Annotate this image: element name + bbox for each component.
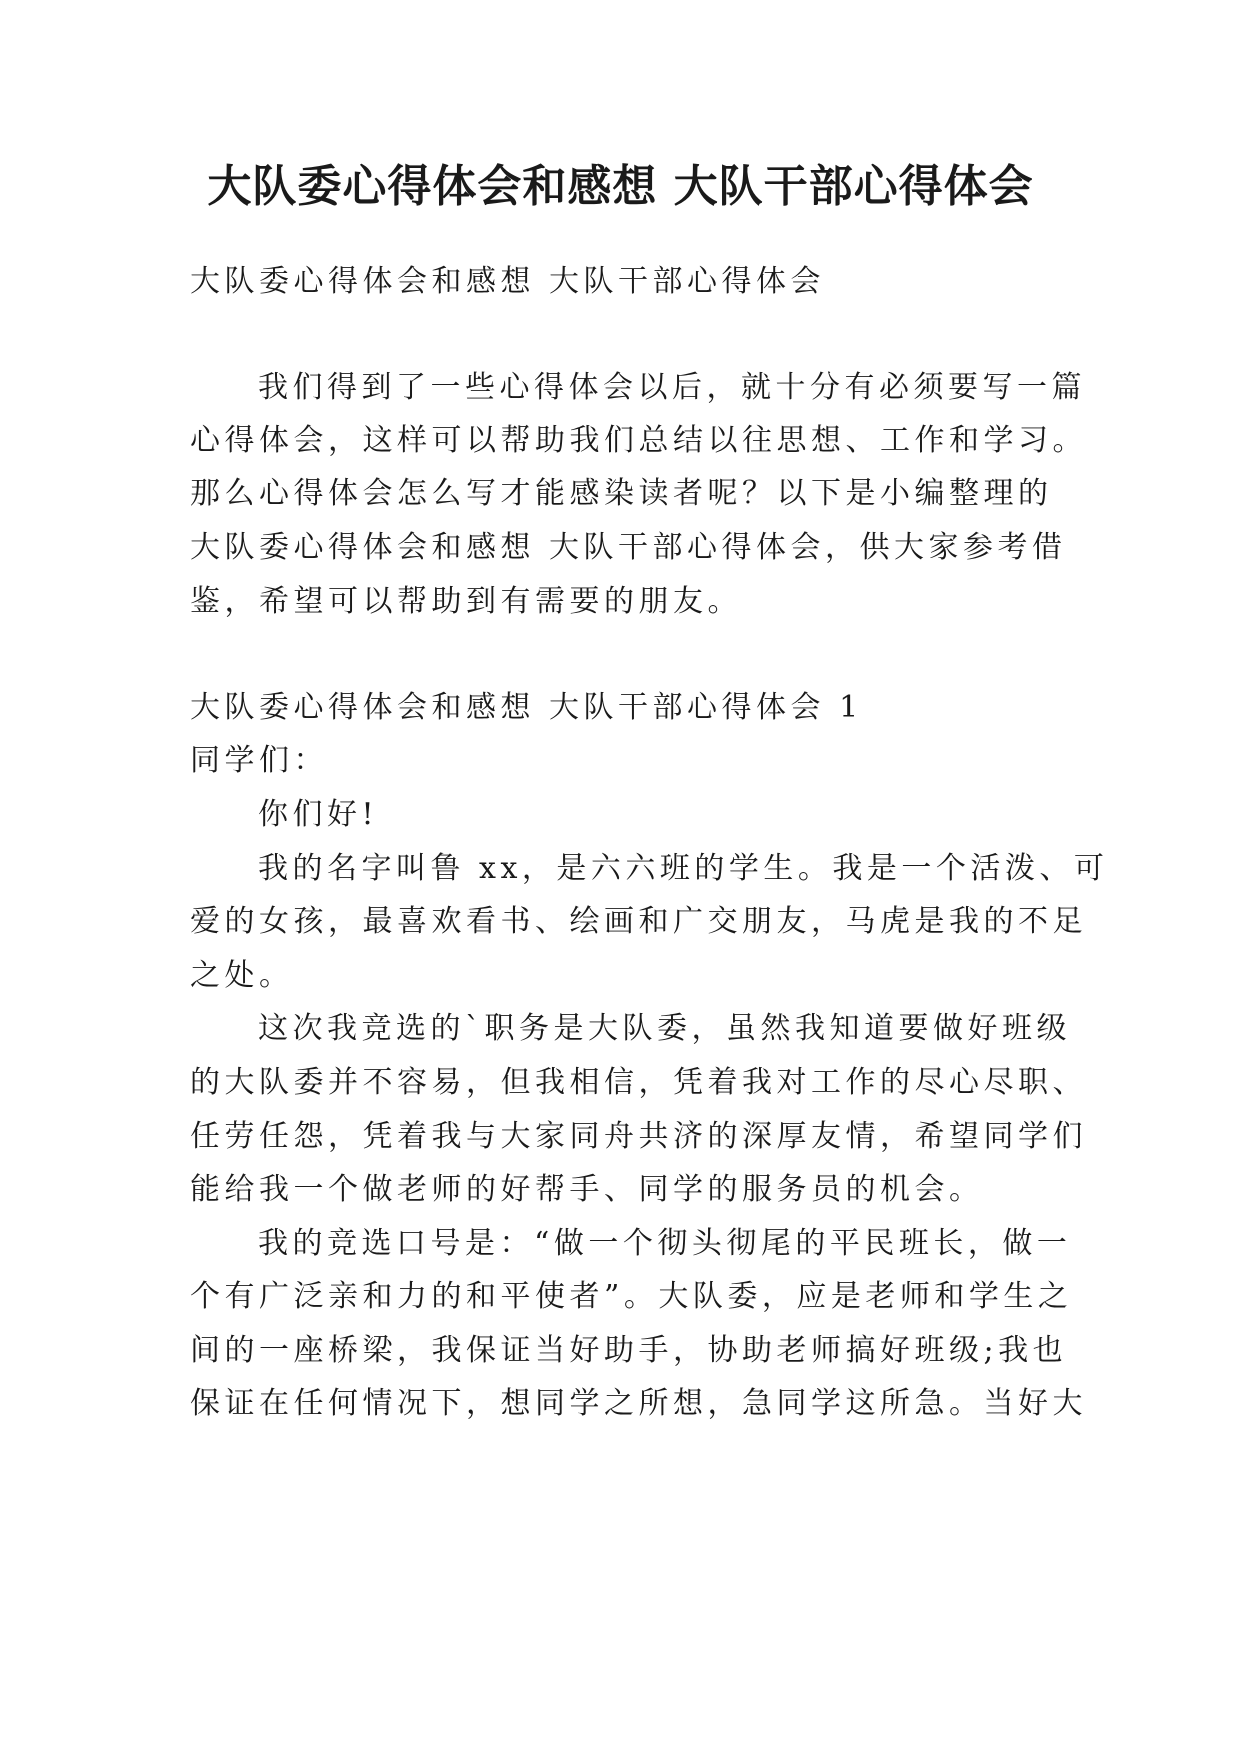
body-line: 你们好! <box>258 797 379 832</box>
body-line: 那么心得体会怎么写才能感染读者呢？以下是小编整理的 <box>190 476 1053 511</box>
body-line: 个有广泛亲和力的和平使者”。大队委，应是老师和学生之 <box>190 1279 1073 1314</box>
body-line: 能给我一个做老师的好帮手、同学的服务员的机会。 <box>190 1172 984 1207</box>
section-heading: 大队委心得体会和感想 大队干部心得体会 1 <box>190 690 863 725</box>
body-line: 之处。 <box>190 958 294 993</box>
body-line: 我们得到了一些心得体会以后，就十分有必须要写一篇 <box>258 370 1086 405</box>
body-line: 心得体会，这样可以帮助我们总结以往思想、工作和学习。 <box>190 423 1087 458</box>
body-line: 我的竞选口号是：“做一个彻头彻尾的平民班长，做一 <box>258 1226 1072 1261</box>
document-title: 大队委心得体会和感想 大队干部心得体会 <box>207 161 1034 212</box>
body-line: 保证在任何情况下，想同学之所想，急同学这所急。当好大 <box>190 1386 1087 1421</box>
body-line: 爱的女孩，最喜欢看书、绘画和广交朋友，马虎是我的不足 <box>190 904 1087 939</box>
body-line: 的大队委并不容易，但我相信，凭着我对工作的尽心尽职、 <box>190 1065 1087 1100</box>
body-line: 任劳任怨，凭着我与大家同舟共济的深厚友情，希望同学们 <box>190 1119 1087 1154</box>
body-line: 大队委心得体会和感想 大队干部心得体会，供大家参考借 <box>190 530 1067 565</box>
greeting-line: 同学们： <box>190 743 328 778</box>
body-line: 我的名字叫鲁 xx，是六六班的学生。我是一个活泼、可 <box>258 851 1109 886</box>
body-line: 间的一座桥梁，我保证当好助手，协助老师搞好班级;我也 <box>190 1333 1068 1368</box>
body-line: 这次我竞选的`职务是大队委，虽然我知道要做好班级 <box>258 1011 1071 1046</box>
subtitle-line: 大队委心得体会和感想 大队干部心得体会 <box>190 264 826 299</box>
body-line: 鉴，希望可以帮助到有需要的朋友。 <box>190 584 742 619</box>
